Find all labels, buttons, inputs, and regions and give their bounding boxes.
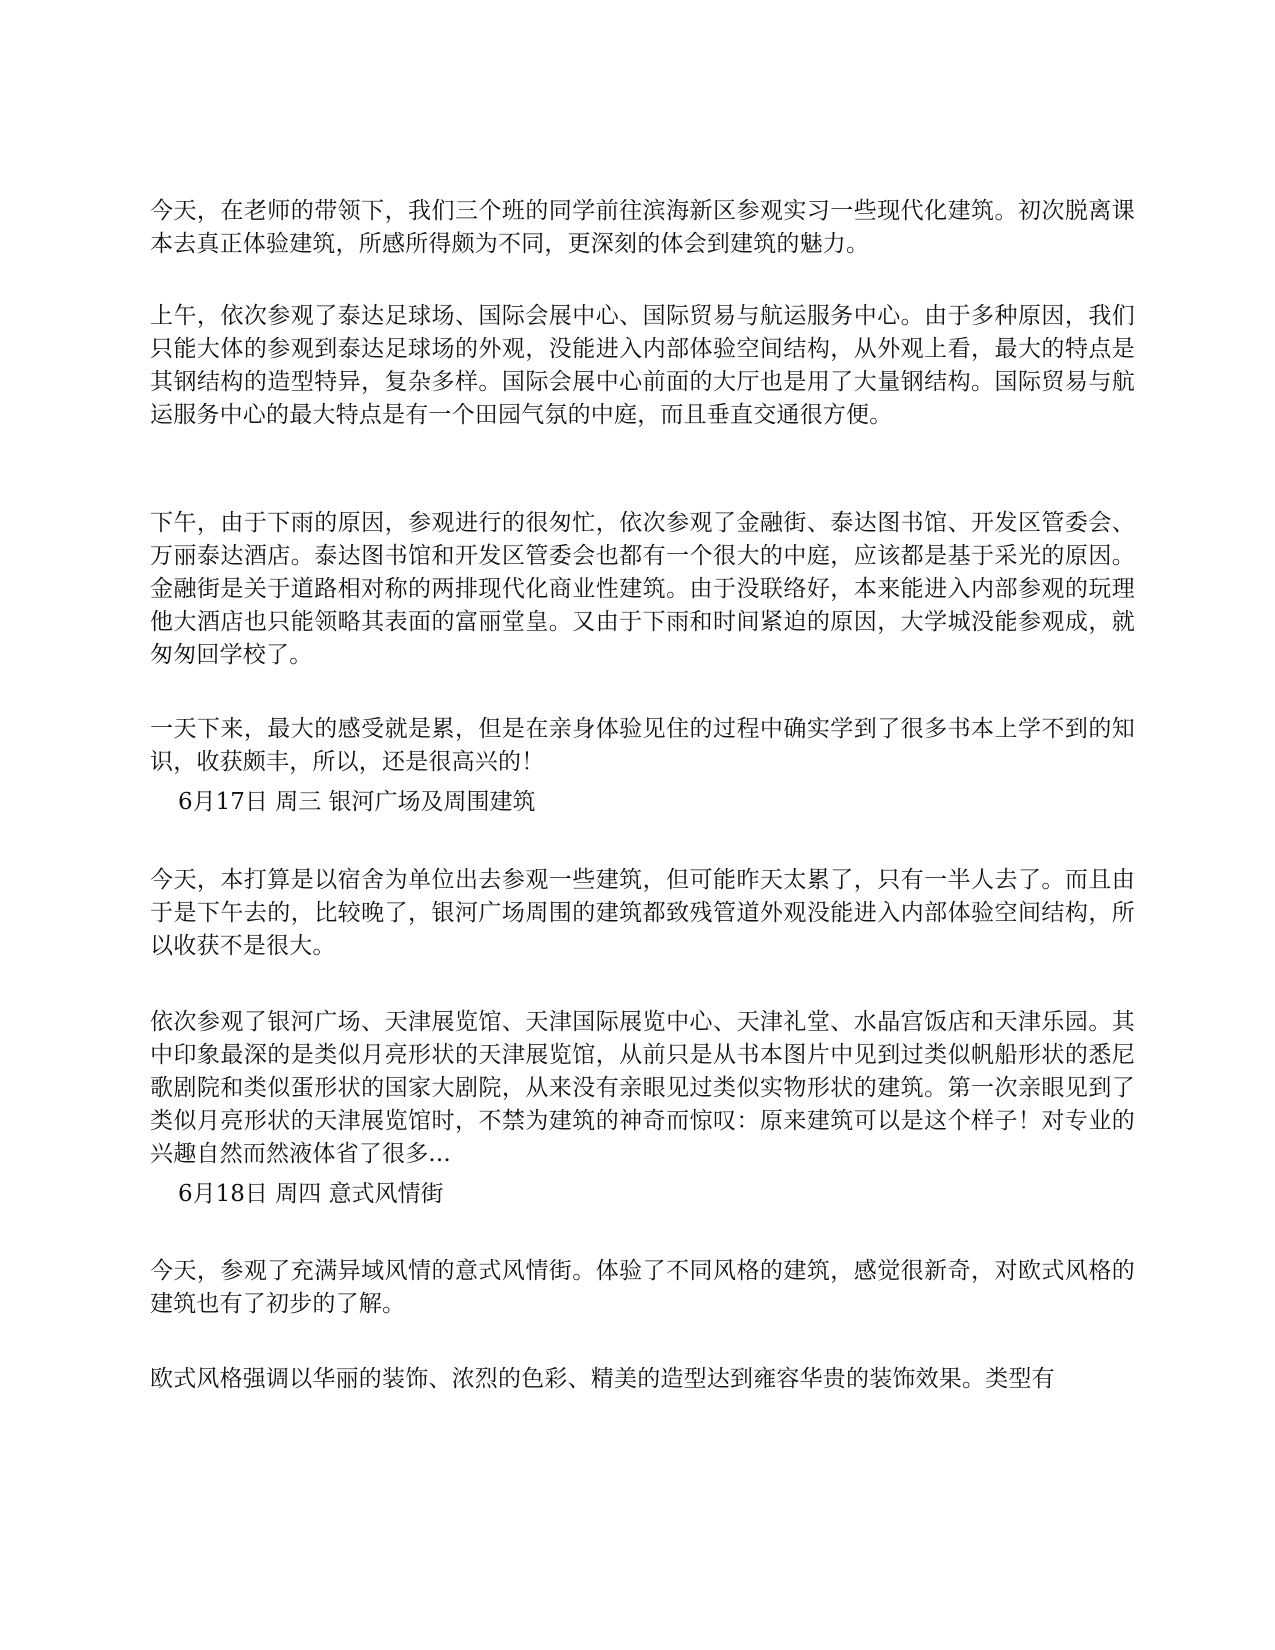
paragraph-day2-visits: 依次参观了银河广场、天津展览馆、天津国际展览中心、天津礼堂、水晶宫饭店和天津乐园。其中印象最深的是类似月亮形状的天津展览馆，从前只是从书本图片中见到过类似帆船形状的悉尼歌剧院和类似蛋形状的国家大剧院，从来没有亲眼见过类似实物形状的建筑。第一次亲眼见到了类似月亮形状的天津展览馆时，不禁为建筑的神奇而惊叹：原来建筑可以是这个样子！对专业的兴趣自然而然液体省了很多... xyxy=(150,1009,1135,1167)
paragraph-day1-summary: 一天下来，最大的感受就是累，但是在亲身体验见住的过程中确实学到了很多书本上学不到的知识，收获颇丰，所以，还是很高兴的！ xyxy=(150,716,1135,775)
paragraph-day1-morning: 上午，依次参观了泰达足球场、国际会展中心、国际贸易与航运服务中心。由于多种原因，我们只能大体的参观到泰达足球场的外观，没能进入内部体验空间结构，从外观上看，最大的特点是其钢结构的造型特异，复杂多样。国际会展中心前面的大厅也是用了大量钢结构。国际贸易与航运服务中心的最大特点是有一个田园气氛的中庭，而且垂直交通很方便。 xyxy=(150,303,1135,428)
paragraph-day1-intro: 今天，在老师的带领下，我们三个班的同学前往滨海新区参观实习一些现代化建筑。初次脱离课本去真正体验建筑，所感所得颇为不同，更深刻的体会到建筑的魅力。 xyxy=(150,198,1135,257)
heading-june-17: 6月17日 周三 银河广场及周围建筑 xyxy=(178,789,536,815)
document-page xyxy=(150,195,1135,1396)
paragraph-day3-european-style: 欧式风格强调以华丽的装饰、浓烈的色彩、精美的造型达到雍容华贵的装饰效果。类型有 xyxy=(150,1366,1055,1392)
paragraph-day2-intro: 今天，本打算是以宿舍为单位出去参观一些建筑，但可能昨天太累了，只有一半人去了。而且由于是下午去的，比较晚了，银河广场周围的建筑都致残管道外观没能进入内部体验空间结构，所以收获不是很大。 xyxy=(150,867,1135,959)
paragraph-day3-intro: 今天，参观了充满异域风情的意式风情街。体验了不同风格的建筑，感觉很新奇，对欧式风格的建筑也有了初步的了解。 xyxy=(150,1258,1135,1317)
heading-june-18: 6月18日 周四 意式风情街 xyxy=(178,1181,444,1207)
paragraph-day1-afternoon: 下午，由于下雨的原因，参观进行的很匆忙，依次参观了金融街、泰达图书馆、开发区管委会、万丽泰达酒店。泰达图书馆和开发区管委会也都有一个很大的中庭，应该都是基于采光的原因。金融街是关于道路相对称的两排现代化商业性建筑。由于没联络好，本来能进入内部参观的玩理他大酒店也只能领略其表面的富丽堂皇。又由于下雨和时间紧迫的原因，大学城没能参观成，就匆匆回学校了。 xyxy=(150,510,1135,668)
